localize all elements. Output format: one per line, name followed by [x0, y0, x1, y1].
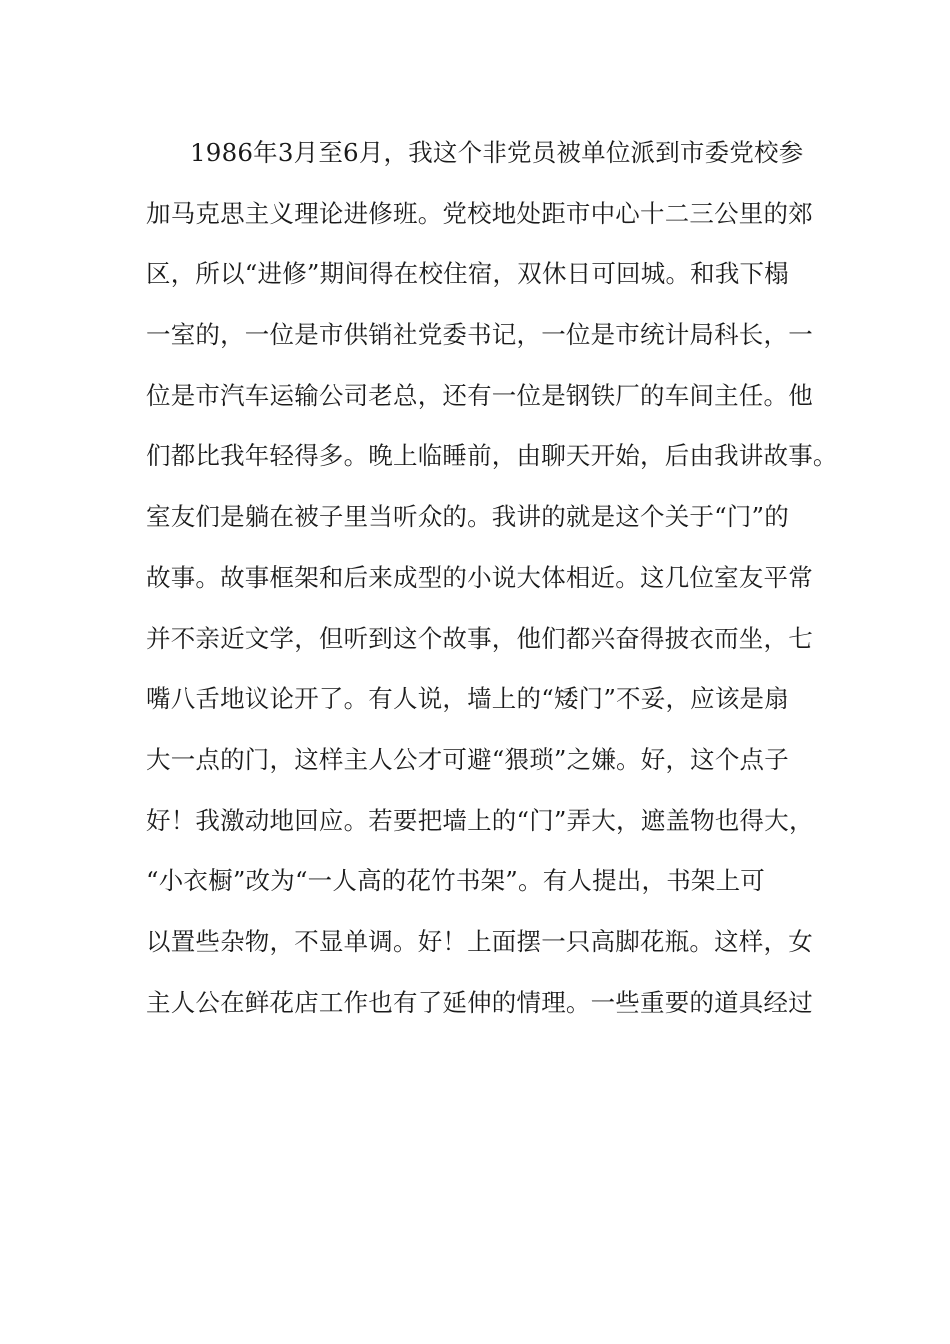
text-line: 室友们是躺在被子里当听众的。我讲的就是这个关于“门”的 — [146, 502, 789, 532]
text-line: 一室的，一位是市供销社党委书记，一位是市统计局科长，一 — [146, 320, 813, 350]
text-line: 区，所以“进修”期间得在校住宿，双休日可回城。和我下榻 — [146, 259, 789, 289]
text-line: 主人公在鲜花店工作也有了延伸的情理。一些重要的道具经过 — [146, 987, 813, 1017]
text-line: 加马克思主义理论进修班。党校地处距市中心十二三公里的郊 — [146, 198, 813, 228]
text-line: 大一点的门，这样主人公才可避“猥琐”之嫌。好，这个点子 — [146, 744, 789, 774]
body-text — [146, 128, 838, 1038]
text-line: “小衣橱”改为“一人高的花竹书架”。有人提出，书架上可 — [146, 866, 765, 896]
text-line: 好！我激动地回应。若要把墙上的“门”弄大，遮盖物也得大， — [146, 805, 814, 835]
text-line: 们都比我年轻得多。晚上临睡前，由聊天开始，后由我讲故事。 — [146, 441, 838, 471]
text-line: 1986年3月至6月，我这个非党员被单位派到市委党校参 — [190, 138, 804, 167]
text-line: 以置些杂物，不显单调。好！上面摆一只高脚花瓶。这样，女 — [146, 926, 813, 956]
text-line: 并不亲近文学，但听到这个故事，他们都兴奋得披衣而坐，七 — [146, 623, 813, 653]
text-line: 故事。故事框架和后来成型的小说大体相近。这几位室友平常 — [146, 562, 813, 592]
text-line: 嘴八舌地议论开了。有人说，墙上的“矮门”不妥，应该是扇 — [146, 684, 789, 714]
text-line: 位是市汽车运输公司老总，还有一位是钢铁厂的车间主任。他 — [146, 380, 813, 410]
